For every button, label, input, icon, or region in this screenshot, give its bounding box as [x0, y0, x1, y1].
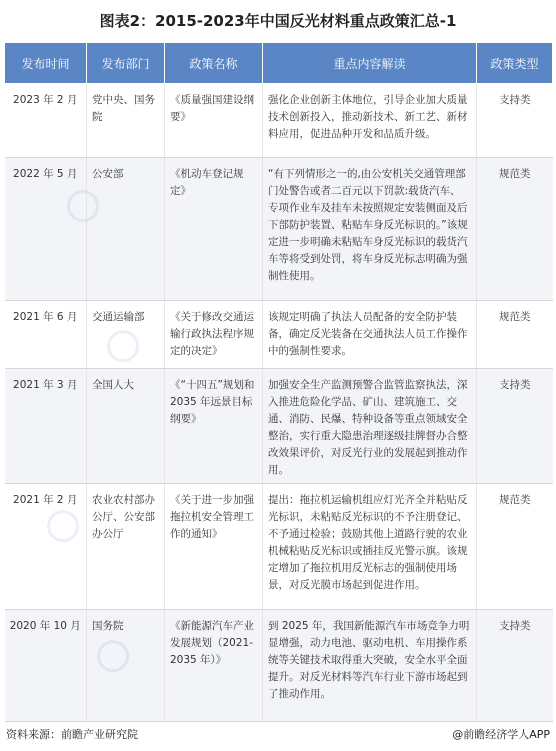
cell-policy: 《新能源汽车产业发展规划（2021-2035 年）》	[165, 610, 263, 722]
header-content: 重点内容解读	[263, 43, 477, 84]
header-dept: 发布部门	[87, 43, 165, 84]
header-policy: 政策名称	[165, 43, 263, 84]
cell-date: 2022 年 5 月	[5, 158, 87, 301]
cell-policy: 《关于进一步加强拖拉机安全管理工作的通知》	[165, 484, 263, 610]
table-row	[5, 369, 553, 484]
cell-type: 支持类	[477, 610, 553, 722]
cell-date: 2020 年 10 月	[5, 610, 87, 722]
cell-dept: 交通运输部	[87, 301, 165, 369]
cell-content: 加强安全生产监测预警合监管监察执法，深入推进危险化学品、矿山、建筑施工、交通、消防、民爆、特种设备等重点领域安全整治，实行重大隐患治理逐级挂牌督办合整改效果评价，对反光行业的发展起到推动作用。	[263, 369, 477, 484]
cell-type: 规范类	[477, 484, 553, 610]
policy-table	[4, 42, 553, 722]
cell-dept: 党中央、国务院	[87, 84, 165, 158]
cell-content: 强化企业创新主体地位，引导企业加大质量技术创新投入，推动新技术、新工艺、新材料应用，促进品种开发和品质升级。	[263, 84, 477, 158]
source-note: 资料来源：前瞻产业研究院	[6, 728, 138, 741]
cell-content: 该规定明确了执法人员配备的安全防护装备，确定反光装备在交通执法人员工作操作中的强制性要求。	[263, 301, 477, 369]
table-row	[5, 301, 553, 369]
cell-type: 支持类	[477, 84, 553, 158]
table-row	[5, 484, 553, 610]
cell-policy: 《机动车登记规定》	[165, 158, 263, 301]
table-row	[5, 84, 553, 158]
cell-date: 2021 年 2 月	[5, 484, 87, 610]
cell-policy: 《质量强国建设纲要》	[165, 84, 263, 158]
cell-date: 2021 年 6 月	[5, 301, 87, 369]
cell-policy: 《“十四五”规划和 2035 年远景目标纲要》	[165, 369, 263, 484]
cell-policy: 《关于修改交通运输行政执法程序规定的决定》	[165, 301, 263, 369]
brand-credit: @前瞻经济学人APP	[452, 728, 550, 741]
cell-type: 支持类	[477, 369, 553, 484]
cell-content: 提出：拖拉机运输机组应灯光齐全并粘贴反光标识，未粘贴反光标识的不予注册登记、不予通过检验；鼓励其他上道路行驶的农业机械粘贴反光标识或插挂反光警示旗。该规定增加了拖拉机用反光标志的强制使用场景，对反光膜市场起到促进作用。	[263, 484, 477, 610]
cell-type: 规范类	[477, 301, 553, 369]
cell-dept: 国务院	[87, 610, 165, 722]
table-header-row	[5, 43, 553, 84]
table-row	[5, 158, 553, 301]
cell-dept: 公安部	[87, 158, 165, 301]
cell-content: 到 2025 年，我国新能源汽车市场竞争力明显增强，动力电池、驱动电机、车用操作系统等关键技术取得重大突破，安全水平全面提升。对反光材料等汽车行业下游市场起到了推动作用。	[263, 610, 477, 722]
cell-type: 规范类	[477, 158, 553, 301]
header-date: 发布时间	[5, 43, 87, 84]
cell-content: “有下列情形之一的,由公安机关交通管理部门处警告或者二百元以下罚款:载货汽车、专项作业车及挂车未按照规定安装侧面及后下部防护装置、粘贴车身反光标识的。”该规定进一步明确未粘贴车身反光标识的载货汽车等将受到处罚，将车身反光标志明确为强制性使用。	[263, 158, 477, 301]
table-row	[5, 610, 553, 722]
cell-dept: 农业农村部办公厅、公安部办公厅	[87, 484, 165, 610]
cell-dept: 全国人大	[87, 369, 165, 484]
header-type: 政策类型	[477, 43, 553, 84]
chart-title: 图表2：2015-2023年中国反光材料重点政策汇总-1	[99, 12, 457, 30]
cell-date: 2023 年 2 月	[5, 84, 87, 158]
cell-date: 2021 年 3 月	[5, 369, 87, 484]
